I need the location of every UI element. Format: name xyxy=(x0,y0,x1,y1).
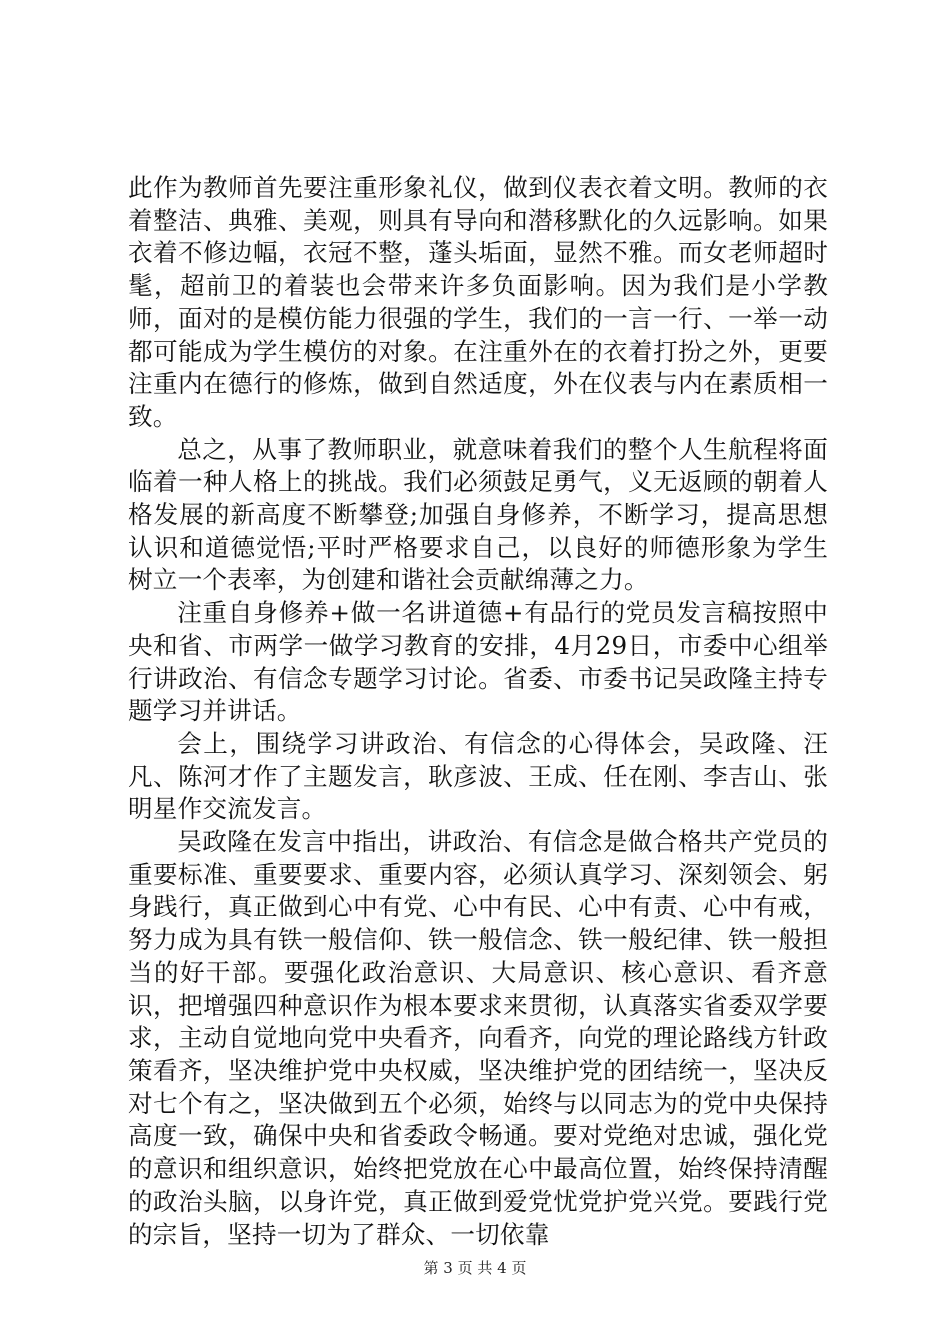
page-body xyxy=(128,172,828,1251)
paragraph-2: 总之，从事了教师职业，就意味着我们的整个人生航程将面临着一种人格上的挑战。我们必须鼓足勇气，义无返顾的朝着人格发展的新高度不断攀登;加强自身修养，不断学习，提高思想认识和道德觉悟;平时严格要求自己，以良好的师德形象为学生树立一个表率，为创建和谐社会贡献绵薄之力。 xyxy=(128,434,828,595)
paragraph-3: 注重自身修养+做一名讲道德+有品行的党员发言稿按照中央和省、市两学一做学习教育的安排，4月29日，市委中心组举行讲政治、有信念专题学习讨论。省委、市委书记吴政隆主持专题学习并讲话。 xyxy=(128,598,828,726)
page-footer: 第 3 页 共 4 页 xyxy=(423,1259,527,1277)
paragraph-4: 会上，围绕学习讲政治、有信念的心得体会，吴政隆、汪凡、陈河才作了主题发言，耿彦波、王成、任在刚、李吉山、张明星作交流发言。 xyxy=(128,728,828,824)
paragraph-1: 此作为教师首先要注重形象礼仪，做到仪表衣着文明。教师的衣着整洁、典雅、美观，则具有导向和潜移默化的久远影响。如果衣着不修边幅，衣冠不整，蓬头垢面，显然不雅。而女老师超时髦，超前卫的着装也会带来许多负面影响。因为我们是小学教师，面对的是模仿能力很强的学生，我们的一言一行、一举一动都可能成为学生模仿的对象。在注重外在的衣着打扮之外，更要注重内在德行的修炼，做到自然适度，外在仪表与内在素质相一致。 xyxy=(128,173,828,431)
paragraph-5: 吴政隆在发言中指出，讲政治、有信念是做合格共产党员的重要标准、重要要求、重要内容，必须认真学习、深刻领会、躬身践行，真正做到心中有党、心中有民、心中有责、心中有戒，努力成为具有铁一般信仰、铁一般信念、铁一般纪律、铁一般担当的好干部。要强化政治意识、大局意识、核心意识、看齐意识，把增强四种意识作为根本要求来贯彻，认真落实省委双学要求，主动自觉地向党中央看齐，向看齐，向党的理论路线方针政策看齐，坚决维护党中央权威，坚决维护党的团结统一，坚决反对七个有之，坚决做到五个必须，始终与以同志为的党中央保持高度一致，确保中央和省委政令畅通。要对党绝对忠诚，强化党的意识和组织意识，始终把党放在心中最高位置，始终保持清醒的政治头脑，以身许党，真正做到爱党忧党护党兴党。要践行党的宗旨，坚持一切为了群众、一切依靠 xyxy=(128,827,828,1249)
